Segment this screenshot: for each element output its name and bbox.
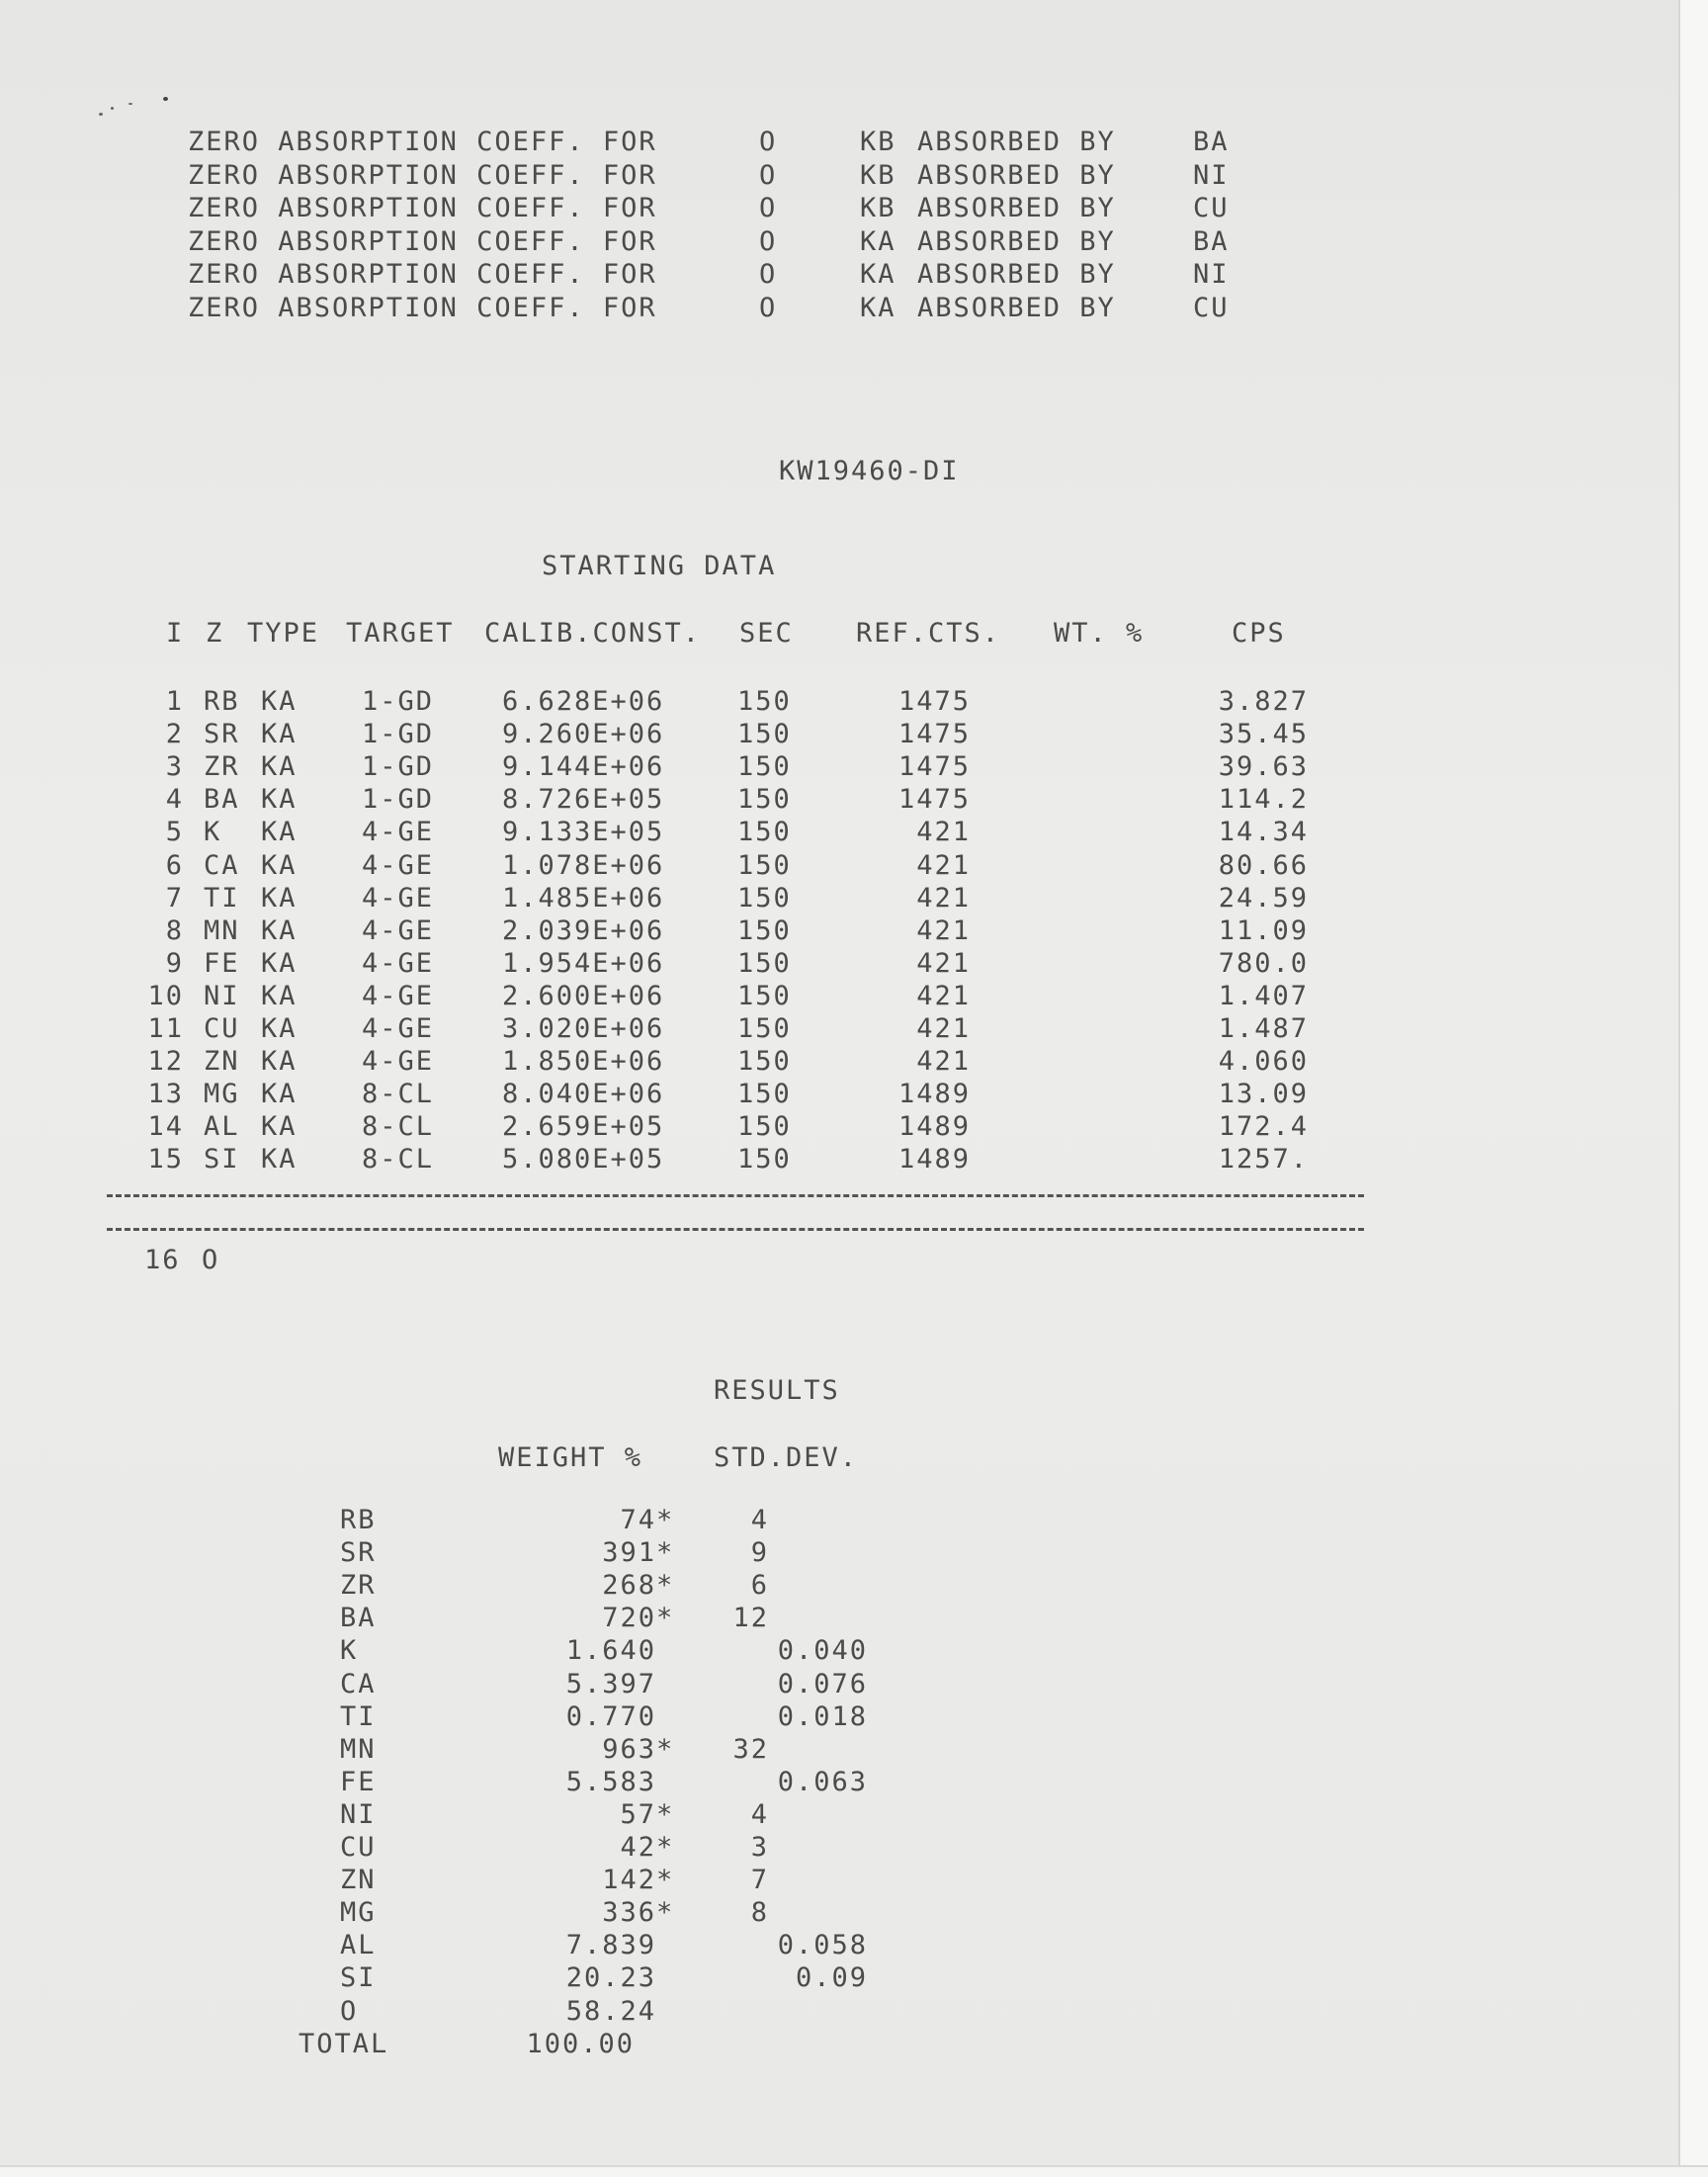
result-element: BA xyxy=(340,1603,377,1634)
row-index: 8 xyxy=(165,914,184,946)
row-ref-cts: 1489 xyxy=(897,1111,971,1143)
result-element: RB xyxy=(340,1505,377,1535)
row-index: 5 xyxy=(165,817,184,848)
row-calib-const: 3.020E+06 xyxy=(502,1013,665,1044)
row-target: 4-GE xyxy=(362,1046,435,1078)
row-index: 13 xyxy=(147,1079,184,1110)
zero-coeff-label: ZERO ABSORPTION COEFF. FOR xyxy=(188,225,657,257)
row-type: KA xyxy=(261,686,298,717)
col-header-z: Z xyxy=(206,618,224,649)
zero-coeff-absorber: CU xyxy=(1193,193,1230,223)
zero-coeff-absorber: CU xyxy=(1193,292,1230,323)
row-sec: 150 xyxy=(737,1013,792,1044)
row-type: KA xyxy=(261,1111,298,1143)
row-sec: 150 xyxy=(737,1144,792,1176)
row-element: K xyxy=(204,817,222,848)
col-header-i: I xyxy=(166,618,185,649)
result-ppm-flag: * xyxy=(656,1798,675,1830)
row-index: 4 xyxy=(165,784,184,816)
result-weight: 0.770 xyxy=(565,1700,656,1732)
row-calib-const: 1.850E+06 xyxy=(502,1046,665,1078)
row-sec: 150 xyxy=(737,1079,792,1110)
result-ppm-flag: * xyxy=(656,1505,675,1535)
row-sec: 150 xyxy=(737,849,792,881)
row-element: MN xyxy=(204,914,240,946)
row-type: KA xyxy=(261,980,298,1011)
row-calib-const: 9.133E+05 xyxy=(502,817,665,848)
row-type: KA xyxy=(261,751,298,783)
result-stddev: 12 xyxy=(732,1603,769,1634)
col-header-cps: CPS xyxy=(1232,618,1286,649)
result-element: O xyxy=(340,1995,359,2027)
zero-coeff-absorbed-by: ABSORBED BY xyxy=(917,225,1116,257)
ink-speck xyxy=(111,107,114,110)
row-index: 1 xyxy=(165,686,184,717)
result-stddev: 0.063 xyxy=(777,1766,868,1797)
result-stddev: 9 xyxy=(750,1537,769,1569)
zero-coeff-line: KB xyxy=(860,127,897,157)
row-ref-cts: 421 xyxy=(916,882,971,914)
row-sec: 150 xyxy=(737,980,792,1011)
result-element: K xyxy=(340,1635,359,1667)
row-type: KA xyxy=(261,719,298,750)
result-ppm-flag: * xyxy=(656,1603,675,1634)
result-ppm-flag: * xyxy=(656,1897,675,1929)
row-index: 14 xyxy=(147,1111,184,1143)
row-sec: 150 xyxy=(737,751,792,783)
starting-data-title: STARTING DATA xyxy=(542,551,777,581)
row-type: KA xyxy=(261,1079,298,1110)
result-weight: 391 xyxy=(602,1537,656,1569)
row-element: ZN xyxy=(204,1046,240,1078)
row-calib-const: 9.144E+06 xyxy=(502,751,665,783)
row-target: 4-GE xyxy=(362,849,435,881)
result-stddev: 7 xyxy=(750,1865,769,1896)
row-calib-const: 5.080E+05 xyxy=(502,1144,665,1176)
result-ppm-flag: * xyxy=(656,1733,675,1765)
result-weight: 58.24 xyxy=(565,1995,656,2027)
row-type: KA xyxy=(261,914,298,946)
results-title: RESULTS xyxy=(714,1375,840,1406)
row-ref-cts: 1475 xyxy=(897,719,971,750)
col-header-target: TARGET xyxy=(346,618,455,649)
result-stddev: 0.040 xyxy=(777,1635,868,1667)
result-weight: 20.23 xyxy=(565,1962,656,1994)
row-ref-cts: 421 xyxy=(916,817,971,848)
row-ref-cts: 421 xyxy=(916,1046,971,1078)
row-ref-cts: 1475 xyxy=(897,751,971,783)
row-ref-cts: 421 xyxy=(916,947,971,979)
result-ppm-flag: * xyxy=(656,1832,675,1863)
extra-row-index: 16 xyxy=(144,1245,181,1275)
row-sec: 150 xyxy=(737,1111,792,1143)
row-element: FE xyxy=(204,947,240,979)
row-element: MG xyxy=(204,1079,240,1110)
zero-coeff-absorbed-by: ABSORBED BY xyxy=(917,259,1116,290)
zero-coeff-line: KB xyxy=(860,193,897,223)
zero-coeff-absorbed-by: ABSORBED BY xyxy=(917,292,1116,323)
zero-coeff-element: O xyxy=(759,159,778,191)
paper-edge xyxy=(1678,0,1708,2175)
row-element: NI xyxy=(204,980,240,1011)
row-element: AL xyxy=(204,1111,240,1143)
row-target: 4-GE xyxy=(362,914,435,946)
col-header-ref: REF.CTS. xyxy=(856,618,1001,649)
row-type: KA xyxy=(261,1013,298,1044)
row-calib-const: 6.628E+06 xyxy=(502,686,665,717)
row-index: 9 xyxy=(165,947,184,979)
zero-coeff-label: ZERO ABSORPTION COEFF. FOR xyxy=(188,159,657,191)
row-ref-cts: 421 xyxy=(916,849,971,881)
result-weight: 7.839 xyxy=(565,1930,656,1961)
row-sec: 150 xyxy=(737,686,792,717)
row-calib-const: 1.078E+06 xyxy=(502,849,665,881)
row-index: 15 xyxy=(147,1144,184,1176)
row-calib-const: 1.485E+06 xyxy=(502,882,665,914)
row-cps: 1.487 xyxy=(1218,1013,1309,1044)
zero-coeff-label: ZERO ABSORPTION COEFF. FOR xyxy=(188,193,657,223)
row-target: 4-GE xyxy=(362,980,435,1011)
ink-speck xyxy=(99,113,103,116)
row-calib-const: 2.600E+06 xyxy=(502,980,665,1011)
row-ref-cts: 1489 xyxy=(897,1144,971,1176)
row-ref-cts: 1489 xyxy=(897,1079,971,1110)
row-target: 1-GD xyxy=(362,719,435,750)
row-target: 8-CL xyxy=(362,1111,435,1143)
row-target: 8-CL xyxy=(362,1079,435,1110)
result-weight: 963 xyxy=(602,1733,656,1765)
zero-coeff-element: O xyxy=(759,225,778,257)
row-cps: 35.45 xyxy=(1218,719,1309,750)
zero-coeff-line: KA xyxy=(860,225,897,257)
result-weight: 74 xyxy=(620,1505,656,1535)
row-cps: 80.66 xyxy=(1218,849,1309,881)
result-element: CA xyxy=(340,1668,377,1699)
row-index: 11 xyxy=(147,1013,184,1044)
row-type: KA xyxy=(261,1046,298,1078)
zero-coeff-label: ZERO ABSORPTION COEFF. FOR xyxy=(188,259,657,290)
result-stddev: 6 xyxy=(750,1570,769,1602)
zero-coeff-absorber: BA xyxy=(1193,127,1230,157)
result-element: CU xyxy=(340,1832,377,1863)
zero-coeff-label: ZERO ABSORPTION COEFF. FOR xyxy=(188,127,657,157)
row-cps: 13.09 xyxy=(1218,1079,1309,1110)
dashed-separator xyxy=(107,1194,1364,1197)
result-stddev: 32 xyxy=(732,1733,769,1765)
zero-coeff-label: ZERO ABSORPTION COEFF. FOR xyxy=(188,292,657,323)
row-element: SR xyxy=(204,719,240,750)
result-weight: 1.640 xyxy=(565,1635,656,1667)
result-stddev: 0.058 xyxy=(777,1930,868,1961)
zero-coeff-absorber: NI xyxy=(1193,259,1230,290)
row-cps: 14.34 xyxy=(1218,817,1309,848)
row-index: 6 xyxy=(165,849,184,881)
result-element: SI xyxy=(340,1962,377,1994)
results-header-stddev: STD.DEV. xyxy=(714,1442,859,1473)
row-target: 1-GD xyxy=(362,751,435,783)
result-element: MN xyxy=(340,1733,377,1765)
row-target: 4-GE xyxy=(362,882,435,914)
ink-speck xyxy=(128,103,132,105)
row-target: 4-GE xyxy=(362,1013,435,1044)
zero-coeff-element: O xyxy=(759,193,778,223)
row-ref-cts: 421 xyxy=(916,914,971,946)
row-calib-const: 1.954E+06 xyxy=(502,947,665,979)
results-header-weight: WEIGHT % xyxy=(498,1442,643,1473)
zero-coeff-element: O xyxy=(759,127,778,157)
zero-coeff-absorbed-by: ABSORBED BY xyxy=(917,193,1116,223)
row-cps: 3.827 xyxy=(1218,686,1309,717)
result-weight: 42 xyxy=(620,1832,656,1863)
row-cps: 1.407 xyxy=(1218,980,1309,1011)
row-cps: 24.59 xyxy=(1218,882,1309,914)
row-sec: 150 xyxy=(737,882,792,914)
col-header-type: TYPE xyxy=(247,618,320,649)
row-index: 3 xyxy=(165,751,184,783)
zero-coeff-line: KA xyxy=(860,259,897,290)
row-cps: 1257. xyxy=(1218,1144,1309,1176)
result-element: ZN xyxy=(340,1865,377,1896)
row-target: 1-GD xyxy=(362,784,435,816)
row-target: 4-GE xyxy=(362,947,435,979)
row-element: CU xyxy=(204,1013,240,1044)
row-index: 7 xyxy=(165,882,184,914)
zero-coeff-line: KB xyxy=(860,159,897,191)
zero-coeff-absorber: BA xyxy=(1193,225,1230,257)
row-cps: 114.2 xyxy=(1218,784,1309,816)
result-weight: 5.583 xyxy=(565,1766,656,1797)
result-stddev: 3 xyxy=(750,1832,769,1863)
row-cps: 11.09 xyxy=(1218,914,1309,946)
zero-coeff-absorbed-by: ABSORBED BY xyxy=(917,127,1116,157)
row-sec: 150 xyxy=(737,817,792,848)
result-stddev: 0.076 xyxy=(777,1668,868,1699)
row-index: 2 xyxy=(165,719,184,750)
result-stddev: 4 xyxy=(750,1798,769,1830)
result-element: MG xyxy=(340,1897,377,1929)
result-ppm-flag: * xyxy=(656,1570,675,1602)
row-element: RB xyxy=(204,686,240,717)
zero-coeff-absorber: NI xyxy=(1193,159,1230,191)
row-sec: 150 xyxy=(737,1046,792,1078)
row-index: 10 xyxy=(147,980,184,1011)
result-stddev: 0.018 xyxy=(777,1700,868,1732)
row-ref-cts: 421 xyxy=(916,980,971,1011)
result-element: ZR xyxy=(340,1570,377,1602)
row-cps: 172.4 xyxy=(1218,1111,1309,1143)
row-element: CA xyxy=(204,849,240,881)
row-cps: 780.0 xyxy=(1218,947,1309,979)
row-ref-cts: 1475 xyxy=(897,784,971,816)
row-target: 8-CL xyxy=(362,1144,435,1176)
result-ppm-flag: * xyxy=(656,1537,675,1569)
sample-id: KW19460-DI xyxy=(779,456,960,486)
col-header-calib: CALIB.CONST. xyxy=(484,618,702,649)
row-type: KA xyxy=(261,947,298,979)
row-calib-const: 9.260E+06 xyxy=(502,719,665,750)
result-element: AL xyxy=(340,1930,377,1961)
result-total-value: 100.00 xyxy=(526,2028,635,2059)
row-sec: 150 xyxy=(737,719,792,750)
row-element: TI xyxy=(204,882,240,914)
row-calib-const: 2.659E+05 xyxy=(502,1111,665,1143)
row-sec: 150 xyxy=(737,784,792,816)
zero-coeff-element: O xyxy=(759,292,778,323)
result-stddev: 0.09 xyxy=(795,1962,868,1994)
row-cps: 4.060 xyxy=(1218,1046,1309,1078)
row-type: KA xyxy=(261,882,298,914)
result-element: SR xyxy=(340,1537,377,1569)
ink-speck xyxy=(163,97,168,101)
row-element: BA xyxy=(204,784,240,816)
row-element: ZR xyxy=(204,751,240,783)
result-stddev: 8 xyxy=(750,1897,769,1929)
zero-coeff-line: KA xyxy=(860,292,897,323)
row-ref-cts: 1475 xyxy=(897,686,971,717)
row-sec: 150 xyxy=(737,914,792,946)
result-element: FE xyxy=(340,1766,377,1797)
row-sec: 150 xyxy=(737,947,792,979)
result-element: TI xyxy=(340,1700,377,1732)
row-cps: 39.63 xyxy=(1218,751,1309,783)
extra-row-element: O xyxy=(202,1245,220,1275)
row-calib-const: 2.039E+06 xyxy=(502,914,665,946)
row-calib-const: 8.726E+05 xyxy=(502,784,665,816)
row-target: 4-GE xyxy=(362,817,435,848)
paper-bottom-edge xyxy=(0,2165,1708,2177)
row-type: KA xyxy=(261,1144,298,1176)
row-element: SI xyxy=(204,1144,240,1176)
row-calib-const: 8.040E+06 xyxy=(502,1079,665,1110)
result-weight: 268 xyxy=(602,1570,656,1602)
row-index: 12 xyxy=(147,1046,184,1078)
result-stddev: 4 xyxy=(750,1505,769,1535)
result-weight: 336 xyxy=(602,1897,656,1929)
row-ref-cts: 421 xyxy=(916,1013,971,1044)
result-weight: 142 xyxy=(602,1865,656,1896)
dashed-separator xyxy=(107,1228,1364,1231)
row-target: 1-GD xyxy=(362,686,435,717)
result-element: NI xyxy=(340,1798,377,1830)
zero-coeff-absorbed-by: ABSORBED BY xyxy=(917,159,1116,191)
row-type: KA xyxy=(261,817,298,848)
col-header-sec: SEC xyxy=(739,618,794,649)
result-weight: 5.397 xyxy=(565,1668,656,1699)
zero-coeff-element: O xyxy=(759,259,778,290)
result-weight: 720 xyxy=(602,1603,656,1634)
col-header-wt: WT. % xyxy=(1054,618,1145,649)
row-type: KA xyxy=(261,849,298,881)
result-weight: 57 xyxy=(620,1798,656,1830)
row-type: KA xyxy=(261,784,298,816)
result-total-label: TOTAL xyxy=(299,2028,389,2059)
result-ppm-flag: * xyxy=(656,1865,675,1896)
